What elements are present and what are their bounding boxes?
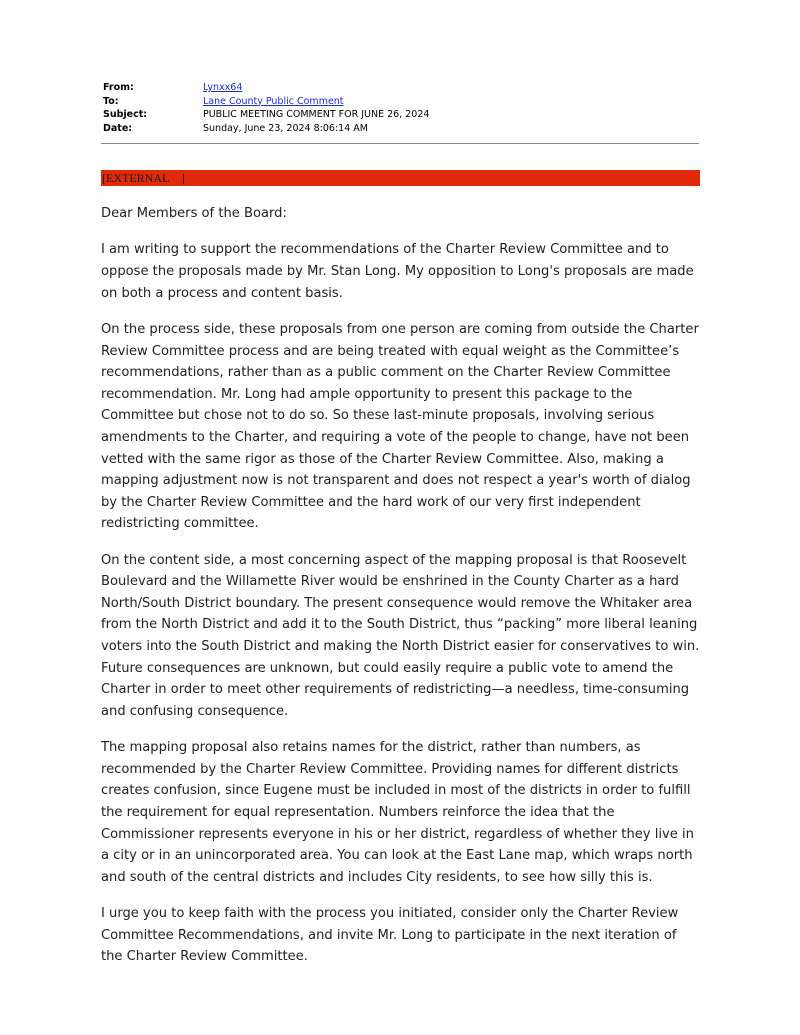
date-row: [103, 122, 700, 136]
body-paragraph: The mapping proposal also retains names for the district, rather than numbers, as recommended by the Charter Review Committee. Providing names for different districts creates confusion, since Eugene must be included in most of the districts in order to fulfill the requirement for equal representation. Numbers reinforce the idea that the Commissioner represents everyone in his or her district, regardless of whether they live in a city or in an unincorporated area. You can look at the East Lane map, which wraps north and south of the central districts and includes City residents, to see how silly this is.: [101, 740, 694, 885]
from-link[interactable]: Lynxx64: [203, 82, 243, 93]
header-divider: [101, 143, 699, 144]
external-banner: [EXTERNAL ]: [101, 170, 700, 186]
body-paragraph: On the content side, a most concerning aspect of the mapping proposal is that Roosevelt Boulevard and the Willamette River would be enshrined in the County Charter as a hard North/South District boundary. The present consequence would remove the Whitaker area from the North District and add it to the South District, thus “packing” more liberal leaning voters into the South District and making the North District easier for conservatives to win. Future consequences are unknown, but could easily require a public vote to amend the Charter in order to meet other requirements of redistricting—a needless, time-consuming and confusing consequence.: [101, 552, 700, 719]
date-label: Date:: [103, 122, 133, 134]
body-paragraph: On the process side, these proposals from one person are coming from outside the Charter Review Committee process and are being treated with equal weight as the Committee’s recommendations, rather than as a public comment on the Charter Review Committee recommendation. Mr. Long had ample opportunity to present this package to the Committee but chose not to do so. So these last-minute proposals, involving serious amendments to the Charter, and requiring a vote of the people to change, have not been vetted with the same rigor as those of the Charter Review Committee. Also, making a mapping adjustment now is not transparent and does not respect a year's worth of dialog by the Charter Review Committee and the hard work of our very first independent redistricting committee.: [101, 321, 699, 532]
subject-row: [103, 108, 700, 122]
subject-label: Subject:: [103, 109, 148, 120]
to-label: To:: [103, 95, 119, 107]
subject-value: PUBLIC MEETING COMMENT FOR JUNE 26, 2024: [203, 109, 430, 120]
email-header: [103, 81, 700, 135]
to-link[interactable]: Lane County Public Comment: [203, 95, 344, 107]
date-value: Sunday, June 23, 2024 8:06:14 AM: [203, 122, 368, 134]
body-paragraph: I urge you to keep faith with the process you initiated, consider only the Charter Review Committee Recommendations, and invite Mr. Long to participate in the next iteration of the Charter Review Committee.: [101, 906, 679, 965]
to-row: [103, 95, 700, 109]
from-label: From:: [103, 82, 134, 93]
email-body: [101, 203, 701, 983]
from-row: [103, 81, 700, 95]
body-paragraph: I am writing to support the recommendations of the Charter Review Committee and to oppose the proposals made by Mr. Stan Long. My opposition to Long's proposals are made on both a process and content basis.: [101, 242, 694, 301]
salutation: Dear Members of the Board:: [101, 206, 287, 221]
